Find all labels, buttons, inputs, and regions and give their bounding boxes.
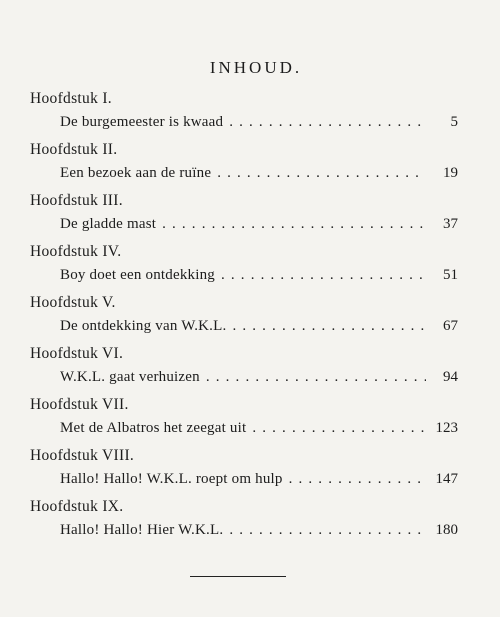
page-number: 94 xyxy=(443,369,458,385)
toc-entry-2 xyxy=(0,141,500,192)
page-number: 180 xyxy=(435,522,458,538)
dot-leader xyxy=(232,318,426,335)
chapter-label: Hoofdstuk VI. xyxy=(30,345,124,362)
toc-entry-1 xyxy=(0,90,500,141)
toc-entry-3 xyxy=(0,192,500,243)
table-of-contents xyxy=(0,90,500,549)
chapter-title: De gladde mast xyxy=(60,216,157,232)
dot-leader xyxy=(229,114,426,131)
chapter-title: Hallo! Hallo! Hier W.K.L. xyxy=(60,522,224,538)
toc-entry-8 xyxy=(0,447,500,498)
chapter-label: Hoofdstuk IV. xyxy=(30,243,122,260)
page-number: 51 xyxy=(443,267,458,283)
toc-entry-9 xyxy=(0,498,500,549)
chapter-title: W.K.L. gaat verhuizen xyxy=(60,369,200,385)
chapter-title: Een bezoek aan de ruïne xyxy=(60,165,212,181)
dot-leader xyxy=(252,420,426,437)
chapter-line xyxy=(60,267,458,284)
page-number: 37 xyxy=(443,216,458,232)
dot-leader xyxy=(162,216,426,233)
chapter-label: Hoofdstuk IX. xyxy=(30,498,124,515)
chapter-line xyxy=(60,216,458,233)
chapter-label: Hoofdstuk V. xyxy=(30,294,116,311)
page-number: 5 xyxy=(450,114,458,130)
chapter-line xyxy=(60,369,458,386)
page-number: 19 xyxy=(443,165,458,181)
page-number: 123 xyxy=(435,420,458,436)
chapter-label: Hoofdstuk III. xyxy=(30,192,123,209)
chapter-label: Hoofdstuk VIII. xyxy=(30,447,135,464)
dot-leader xyxy=(229,522,426,539)
page-title: INHOUD. xyxy=(209,58,303,77)
toc-entry-7 xyxy=(0,396,500,447)
toc-entry-5 xyxy=(0,294,500,345)
dot-leader xyxy=(217,165,426,182)
chapter-label: Hoofdstuk II. xyxy=(30,141,118,158)
dot-leader xyxy=(289,471,426,488)
chapter-line xyxy=(60,471,458,488)
dot-leader xyxy=(206,369,426,386)
chapter-line xyxy=(60,114,458,131)
chapter-title: Hallo! Hallo! W.K.L. roept om hulp xyxy=(60,471,283,487)
chapter-title: De ontdekking van W.K.L. xyxy=(60,318,227,334)
chapter-label: Hoofdstuk VII. xyxy=(30,396,129,413)
chapter-line xyxy=(60,165,458,182)
toc-entry-6 xyxy=(0,345,500,396)
toc-entry-4 xyxy=(0,243,500,294)
dot-leader xyxy=(221,267,426,284)
chapter-line xyxy=(60,420,458,437)
chapter-title: Boy doet een ontdekking xyxy=(60,267,215,283)
page-number: 67 xyxy=(443,318,458,334)
chapter-title: Met de Albatros het zeegat uit xyxy=(60,420,247,436)
chapter-title: De burgemeester is kwaad xyxy=(60,114,224,130)
closing-rule xyxy=(190,576,286,577)
chapter-line xyxy=(60,522,458,539)
chapter-line xyxy=(60,318,458,335)
page-number: 147 xyxy=(435,471,458,487)
chapter-label: Hoofdstuk I. xyxy=(30,90,112,107)
